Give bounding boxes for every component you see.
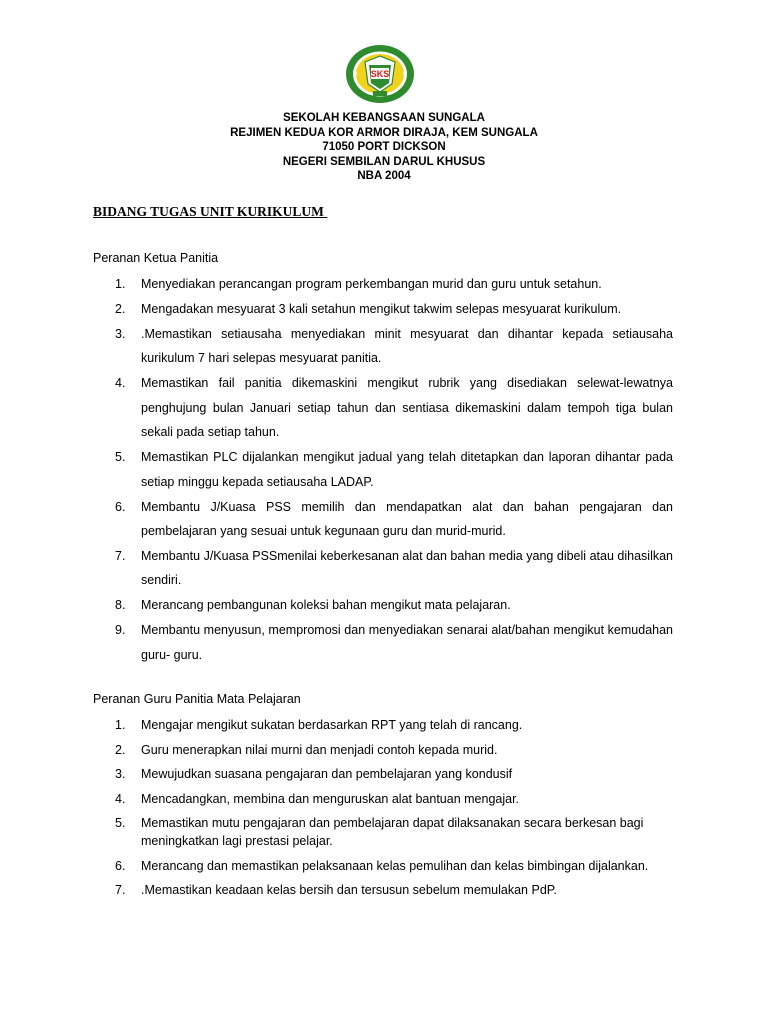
list-item-number: 3. <box>115 767 126 781</box>
list-item-number: 1. <box>115 277 126 291</box>
list-item-number: 2. <box>115 302 126 316</box>
list-item <box>0 544 768 593</box>
school-header <box>0 111 768 184</box>
school-crest-icon <box>345 44 415 104</box>
list-item-text: .Memastikan setiausaha menyediakan minit mesyuarat dan dihantar kepada setiausaha kurikulum 7 hari selepas mesyuarat panitia. <box>141 327 673 366</box>
list-item <box>0 297 768 321</box>
list-item-text: Memastikan mutu pengajaran dan pembelajaran dapat dilaksanakan secara berkesan bagi meningkatkan lagi prestasi pelajar. <box>141 816 644 849</box>
list-item-number: 4. <box>115 376 126 391</box>
list-item-text: Merancang pembangunan koleksi bahan mengikut mata pelajaran. <box>141 598 511 613</box>
list-item-number: 9. <box>115 623 126 638</box>
list-item-text: Memastikan fail panitia dikemaskini mengikut rubrik yang disediakan selewat-lewatnya penghujung bulan Januari setiap tahun dan sentiasa dikemaskini dalam tempoh tiga bulan sekali pada setiap tahun. <box>141 376 673 440</box>
school-name: SEKOLAH KEBANGSAAN SUNGALA <box>283 112 485 124</box>
list-item-number: 2. <box>115 742 126 757</box>
list-item-text: Mengadakan mesyuarat 3 kali setahun mengikut takwim selepas mesyuarat kurikulum. <box>141 302 622 316</box>
section-title-ketua-panitia: Peranan Ketua Panitia <box>93 251 219 265</box>
list-item-number: 7. <box>115 549 126 564</box>
list-item-text: Merancang dan memastikan pelaksanaan kelas pemulihan dan kelas bimbingan dijalankan. <box>141 858 649 873</box>
list-item-number: 1. <box>115 718 126 732</box>
list-item-number: 6. <box>115 499 126 514</box>
school-code: NBA 2004 <box>357 170 411 183</box>
list-item-text: Membantu J/Kuasa PSS memilih dan mendapatkan alat dan bahan pengajaran dan pembelajaran yang sesuai untuk kegunaan guru dan murid-murid. <box>141 499 673 539</box>
list-item-text: Guru menerapkan nilai murni dan menjadi contoh kepada murid. <box>141 742 498 757</box>
list-item <box>0 716 768 734</box>
list-item-text: Mencadangkan, membina dan menguruskan alat bantuan mengajar. <box>141 791 520 806</box>
list-item <box>0 593 768 617</box>
list-item-text: Menyediakan perancangan program perkembangan murid dan guru untuk setahun. <box>141 277 602 291</box>
list-item-text: Membantu menyusun, mempromosi dan menyediakan senarai alat/bahan mengikut kemudahan guru- guru. <box>141 623 673 662</box>
list-item-text: Mewujudkan suasana pengajaran dan pembelajaran yang kondusif <box>141 767 513 781</box>
school-state-line: NEGERI SEMBILAN DARUL KHUSUS <box>282 155 486 168</box>
list-item-number: 5. <box>115 816 126 830</box>
list-item <box>0 765 768 783</box>
list-item-text: Memastikan PLC dijalankan mengikut jadual yang telah ditetapkan dan laporan dihantar pada setiap minggu kepada setiausaha LADAP. <box>141 450 673 489</box>
list-item-number: 8. <box>115 598 126 613</box>
list-item <box>0 857 768 875</box>
document-title: BIDANG TUGAS UNIT KURIKULUM <box>93 204 328 219</box>
list-item-text: Membantu J/Kuasa PSSmenilai keberkesanan alat dan bahan media yang dibeli atau dihasilkan sendiri. <box>141 549 673 588</box>
list-item <box>0 495 768 544</box>
list-item-text: Mengajar mengikut sukatan berdasarkan RPT yang telah di rancang. <box>141 718 523 732</box>
list-item <box>0 322 768 371</box>
list-item <box>0 790 768 808</box>
list-item <box>0 371 768 444</box>
list-item-number: 4. <box>115 791 126 806</box>
list-item <box>0 814 768 850</box>
list-item-text: .Memastikan keadaan kelas bersih dan tersusun sebelum memulakan PdP. <box>141 883 557 898</box>
list-item-number: 3. <box>115 327 126 341</box>
list-item-number: 7. <box>115 883 126 898</box>
school-postcode-line: 71050 PORT DICKSON <box>322 141 446 154</box>
list-item-number: 5. <box>115 450 126 465</box>
list-item <box>0 445 768 494</box>
list-item <box>0 272 768 296</box>
section-title-guru-panitia: Peranan Guru Panitia Mata Pelajaran <box>93 692 301 706</box>
list-item <box>0 741 768 759</box>
list-item-number: 6. <box>115 858 126 873</box>
ketua-panitia-list <box>0 272 768 668</box>
list-item <box>0 881 768 899</box>
list-item <box>0 618 768 667</box>
guru-panitia-list <box>0 716 768 906</box>
school-address-line: REJIMEN KEDUA KOR ARMOR DIRAJA, KEM SUNGALA <box>230 126 538 139</box>
svg-text:SKS: SKS <box>370 69 390 79</box>
